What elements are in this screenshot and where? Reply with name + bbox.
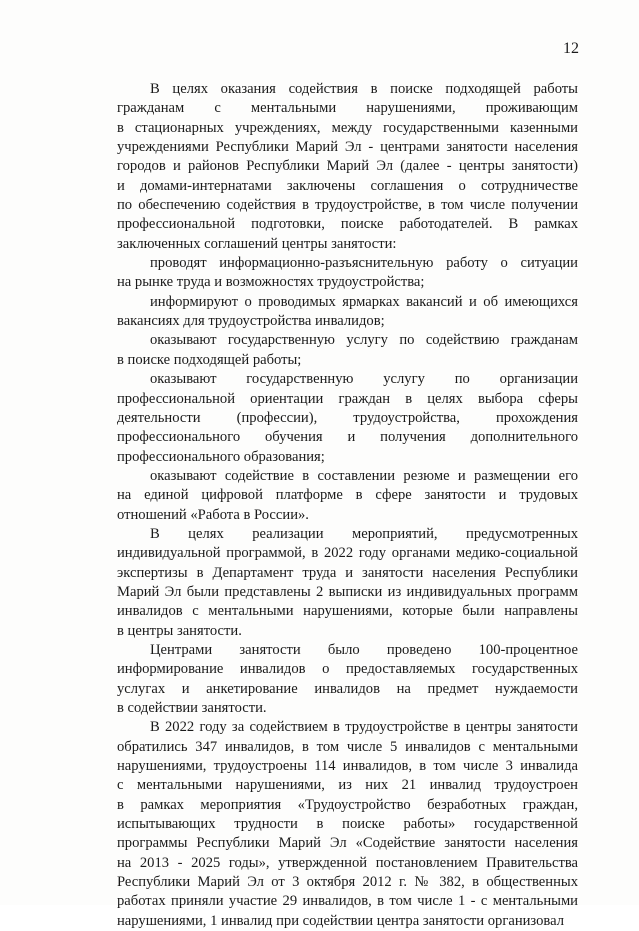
text-line: экспертизы в Департамент труда и занятости населения Республики <box>117 564 578 581</box>
text-line: в рамках мероприятия «Трудоустройство безработных граждан, <box>117 796 578 813</box>
text-line: оказывают содействие в составлении резюме и размещении его <box>150 467 578 484</box>
text-line: на 2013 - 2025 годы», утвержденной постановлением Правительства <box>117 854 578 871</box>
text-line: и домами-интернатами заключены соглашения о сотрудничестве <box>117 177 578 194</box>
text-line: в содействии занятости. <box>117 700 267 716</box>
paragraph <box>117 80 578 254</box>
text-line: проводят информационно-разъяснительную работу о ситуации <box>150 255 578 272</box>
text-line: с ментальными нарушениями, из них 21 инвалид трудоустроен <box>117 777 578 794</box>
text-line: городов и районов Республики Марий Эл (далее - центры занятости) <box>117 158 578 175</box>
paragraph <box>117 525 578 641</box>
paragraph <box>117 331 578 370</box>
body-text <box>117 80 578 931</box>
text-line: информирование инвалидов о предоставляемых государственных <box>117 661 578 678</box>
text-line: В 2022 году за содействием в трудоустройстве в центры занятости <box>150 719 578 736</box>
text-line: на рынке труда и возможностях трудоустройства; <box>117 274 425 291</box>
text-line: профессиональной ориентации граждан в целях выбора сферы <box>117 390 578 407</box>
text-line: услугах и анкетирование инвалидов на предмет нуждаемости <box>117 680 578 697</box>
paragraph <box>117 370 578 467</box>
page-number: 12 <box>563 40 579 57</box>
text-line: Центрами занятости было проведено 100-процентное <box>150 641 578 658</box>
text-line: в центры занятости. <box>117 622 242 639</box>
text-line: оказывают государственную услугу по организации <box>150 371 578 388</box>
text-line: в стационарных учреждениях, между государственными казенными <box>117 119 578 136</box>
text-line: в поиске подходящей работы; <box>117 351 302 368</box>
text-line: на единой цифровой платформе в сфере занятости и трудовых <box>117 487 578 504</box>
text-line: программы Республики Марий Эл «Содействие занятости населения <box>117 835 578 852</box>
text-line: вакансиях для трудоустройства инвалидов; <box>117 313 385 330</box>
text-line: В целях оказания содействия в поиске подходящей работы <box>150 81 578 97</box>
text-line: заключенных соглашений центры занятости: <box>117 235 397 252</box>
paragraph <box>117 641 578 718</box>
text-line: испытывающих трудности в поиске работы» государственной <box>117 816 578 833</box>
text-line: оказывают государственную услугу по содействию гражданам <box>150 332 578 349</box>
text-line: по обеспечению содействия в трудоустройстве, в том числе получении <box>117 197 578 214</box>
text-line: нарушениями, 1 инвалид при содействии центра занятости организовал <box>117 912 564 929</box>
text-line: индивидуальной программой, в 2022 году органами медико-социальной <box>117 545 578 562</box>
paragraph <box>117 467 578 525</box>
text-line: профессиональной подготовки, поиске работодателей. В рамках <box>117 216 578 233</box>
text-line: нарушениями, трудоустроены 114 инвалидов, в том числе 3 инвалида <box>117 758 578 775</box>
text-line: деятельности (профессии), трудоустройства, прохождения <box>117 409 578 426</box>
paragraph <box>117 718 578 931</box>
text-line: информируют о проводимых ярмарках вакансий и об имеющихся <box>150 293 578 310</box>
text-line: работах приняли участие 29 инвалидов, в том числе 1 - с ментальными <box>117 893 578 910</box>
text-line: Республики Марий Эл от 3 октября 2012 г. № 382, в общественных <box>117 874 578 891</box>
text-line: инвалидов с ментальными нарушениями, которые были направлены <box>117 603 578 620</box>
text-line: В целях реализации мероприятий, предусмотренных <box>150 525 578 542</box>
text-line: обратились 347 инвалидов, в том числе 5 инвалидов с ментальными <box>117 738 578 755</box>
text-line: отношений «Работа в России». <box>117 506 309 523</box>
text-line: учреждениями Республики Марий Эл - центрами занятости населения <box>117 139 578 156</box>
text-line: гражданам с ментальными нарушениями, проживающим <box>117 100 578 117</box>
text-line: профессионального образования; <box>117 448 325 465</box>
paragraph <box>117 254 578 293</box>
text-line: Марий Эл были представлены 2 выписки из индивидуальных программ <box>117 583 578 600</box>
paragraph <box>117 293 578 332</box>
text-line: профессионального обучения и получения дополнительного <box>117 429 578 446</box>
